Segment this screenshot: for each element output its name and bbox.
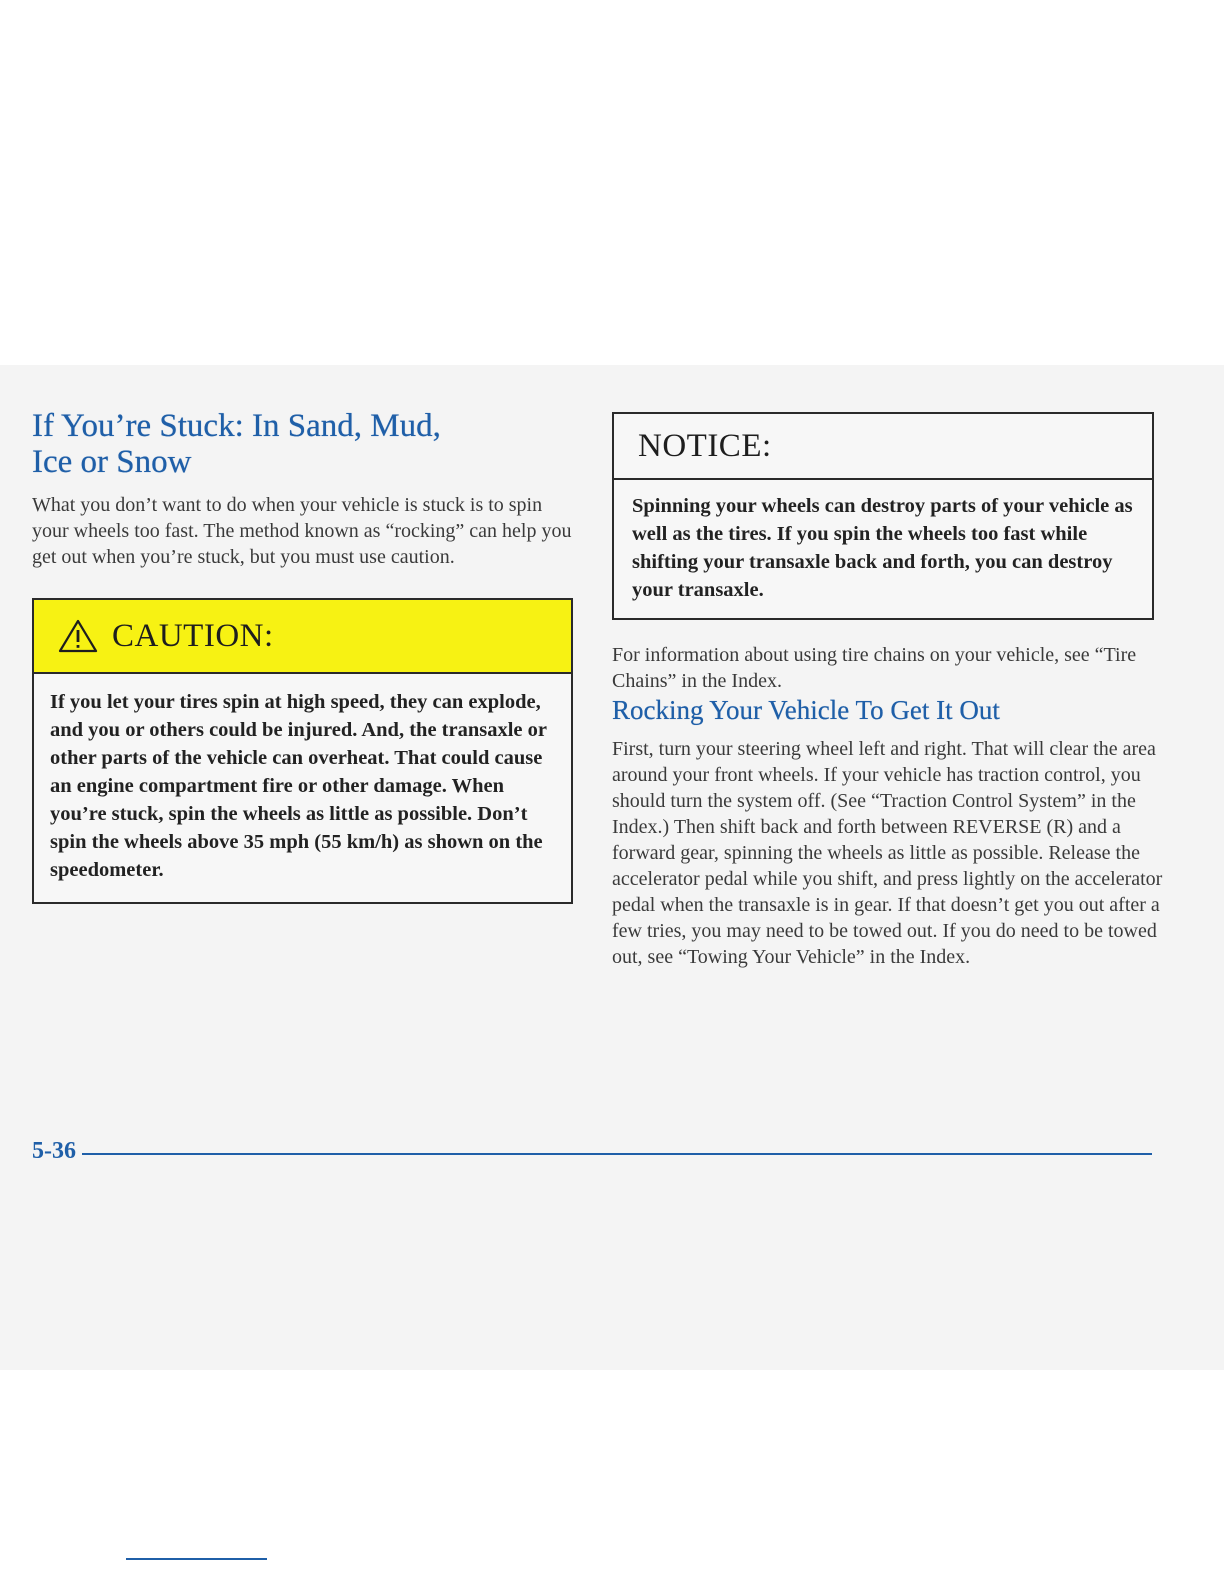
right-column: [612, 412, 1164, 970]
caution-header: [34, 600, 571, 674]
footer-rule: [82, 1153, 1152, 1155]
rocking-paragraph: First, turn your steering wheel left and right. That will clear the area around your front wheels. If your vehicle has traction control, you should turn the system off. (See “Traction Control System” in the Index.) Then shift back and forth between REVERSE (R) and a forward gear, spinning the wheels as little as possible. Release the accelerator pedal while you shift, and press lightly on the accelerator pedal when the transaxle is in gear. If that doesn’t get you out after a few tries, you may need to be towed out. If you do need to be towed out, see “Towing Your Vehicle” in the Index.: [612, 738, 1163, 968]
left-column: [32, 408, 577, 904]
section-title: [32, 408, 577, 480]
caution-heading: CAUTION:: [112, 617, 274, 654]
bottom-divider: [126, 1558, 267, 1560]
notice-header: [614, 414, 1152, 480]
intro-paragraph: What you don’t want to do when your vehicle is stuck is to spin your wheels too fast. The method known as “rocking” can help you get out when you’re stuck, but you must use caution.: [32, 494, 572, 568]
section-title-line-1: If You’re Stuck: In Sand, Mud,: [32, 408, 441, 444]
warning-triangle-icon: [58, 619, 98, 653]
caution-box: [32, 598, 573, 904]
tire-chains-paragraph: For information about using tire chains on your vehicle, see “Tire Chains” in the Index.: [612, 644, 1137, 692]
notice-heading: NOTICE:: [638, 427, 772, 464]
page-number: 5-36: [32, 1138, 76, 1164]
page-footer: [32, 1138, 1152, 1165]
notice-box: [612, 412, 1154, 620]
rocking-title: Rocking Your Vehicle To Get It Out: [612, 695, 1000, 725]
section-title-line-2: Ice or Snow: [32, 444, 192, 480]
notice-text: Spinning your wheels can destroy parts of your vehicle as well as the tires. If you spin the wheels too fast while shifting your transaxle back and forth, you can destroy your transaxle.: [632, 495, 1133, 601]
caution-text: If you let your tires spin at high speed, they can explode, and you or others could be injured. And, the transaxle or other parts of the vehicle can overheat. That could cause an engine compartment fire or other damage. When you’re stuck, spin the wheels as little as possible. Don’t spin the wheels above 35 mph (55 km/h) as shown on the speedometer.: [50, 691, 547, 881]
